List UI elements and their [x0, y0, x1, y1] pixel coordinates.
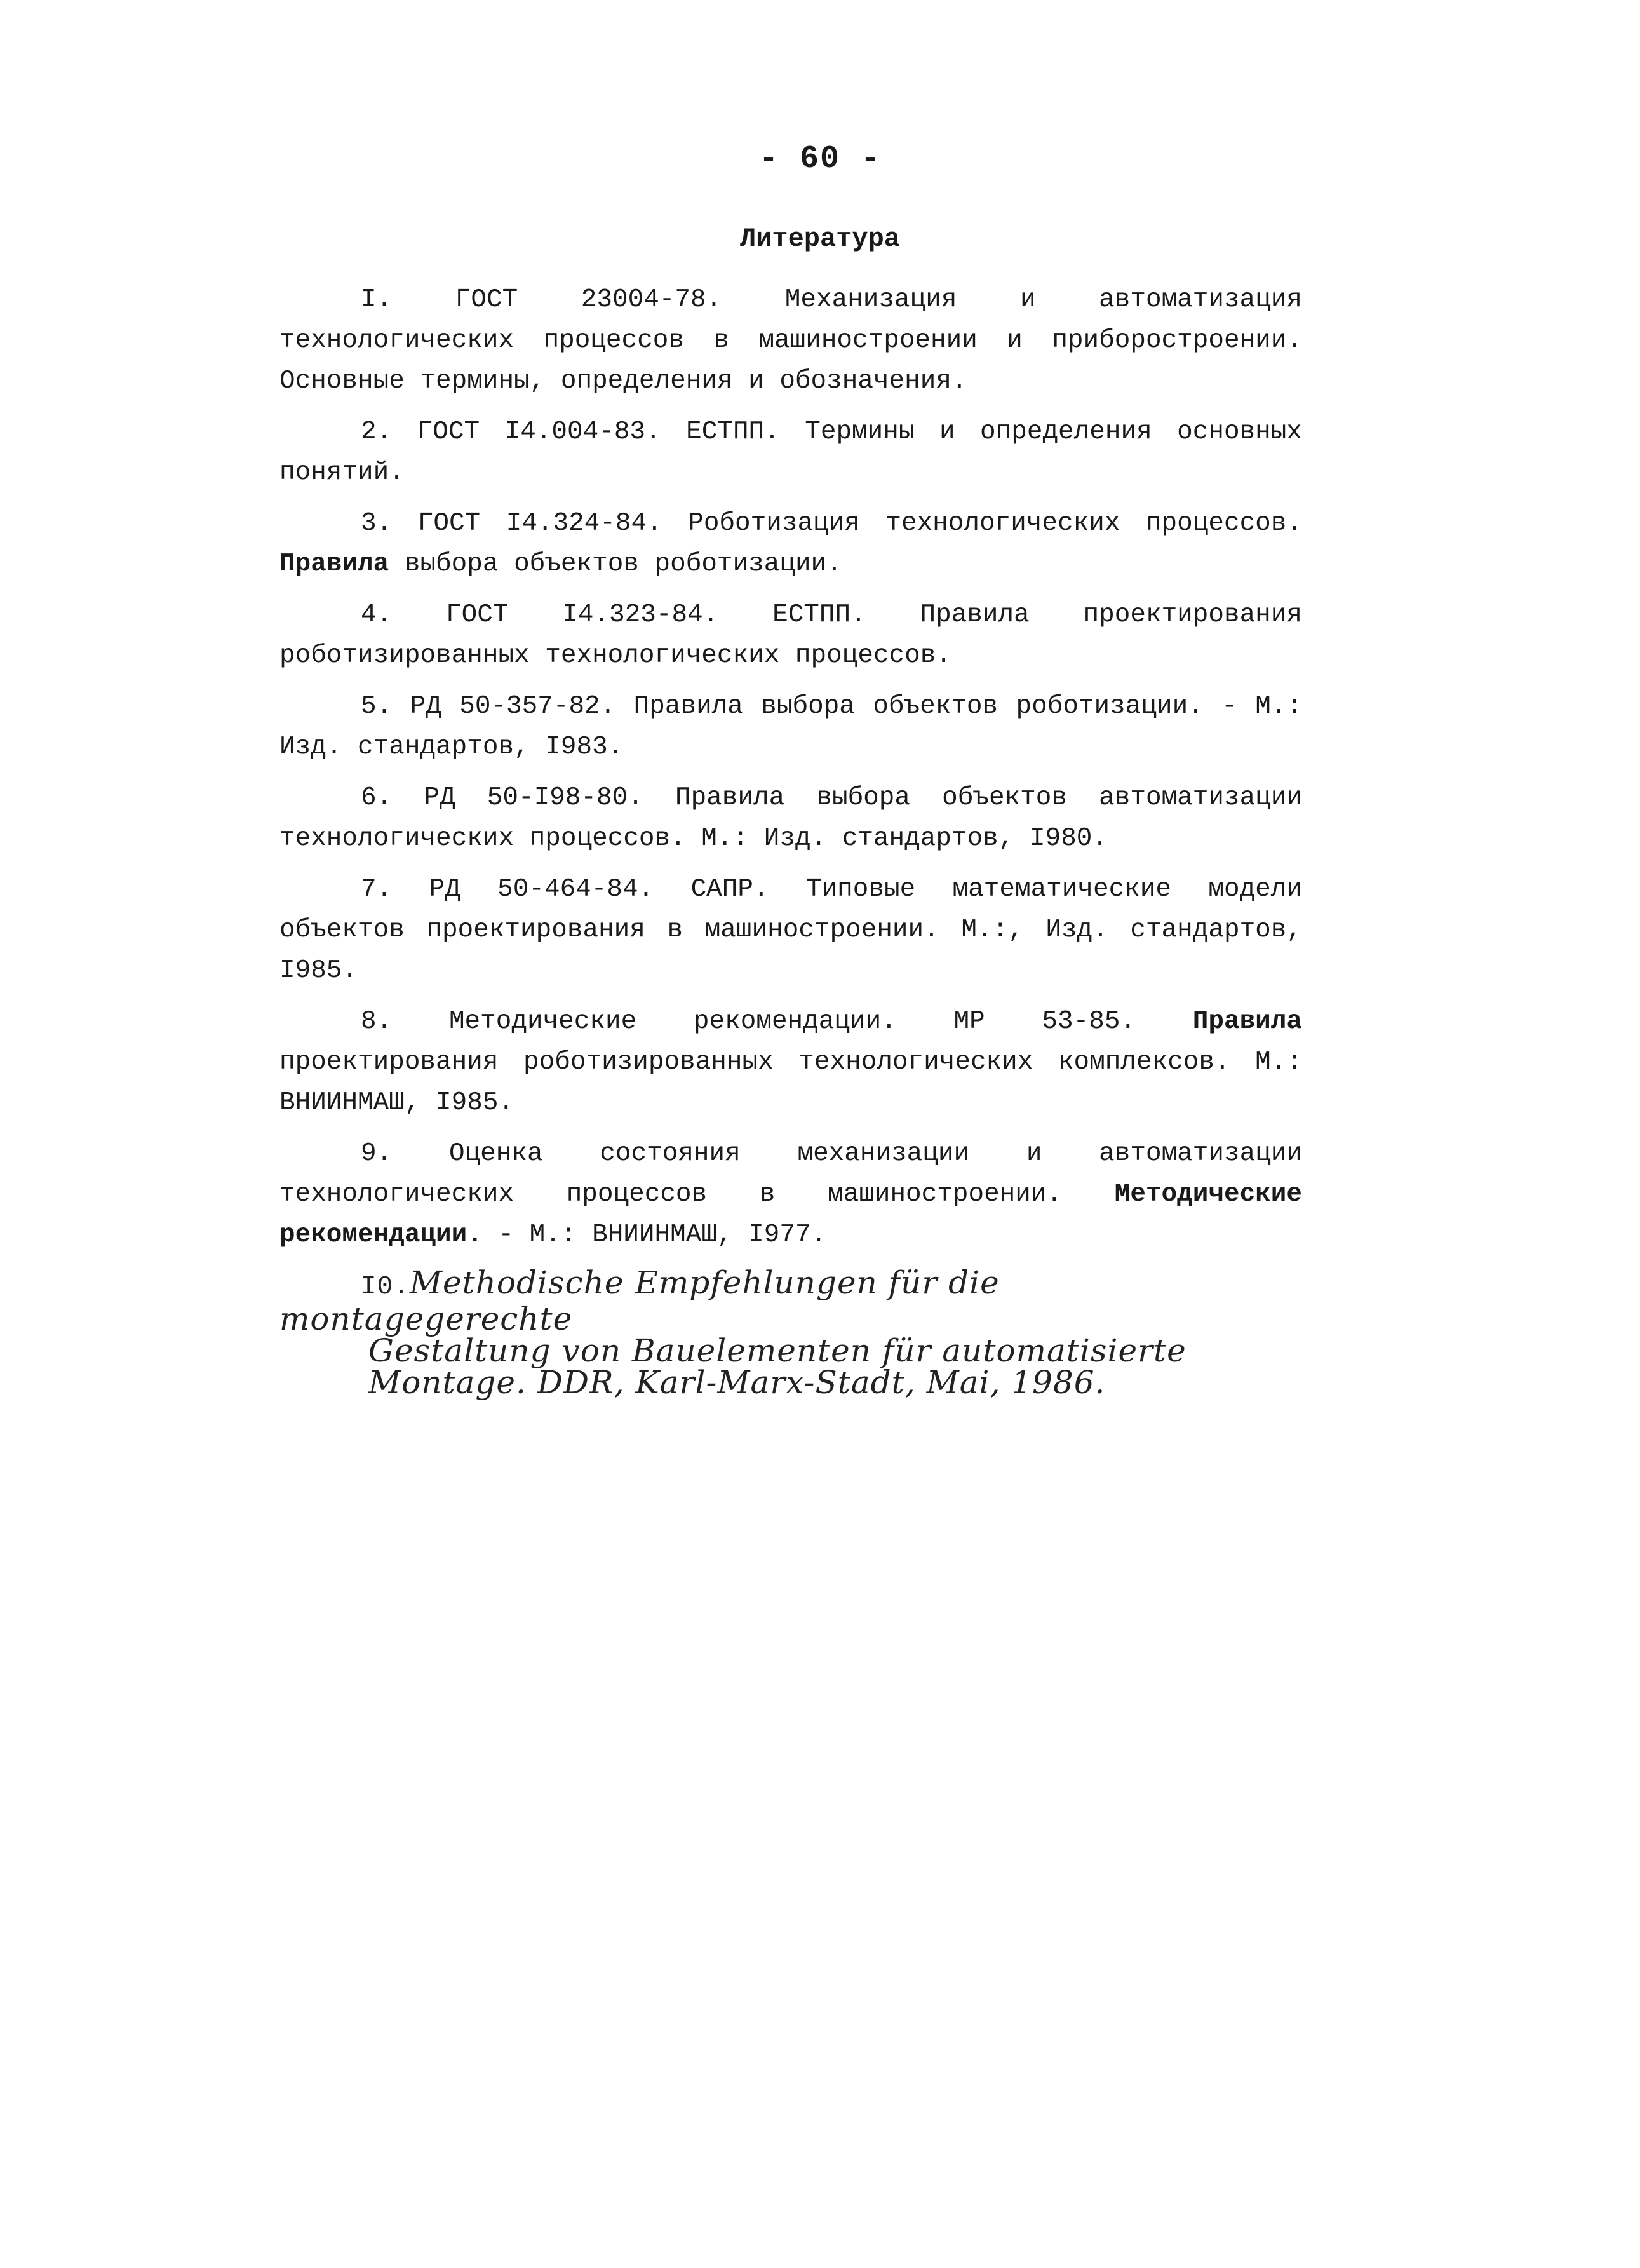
- reference-item: [279, 503, 1302, 584]
- reference-emphasis: Правила: [1192, 1007, 1302, 1036]
- reference-text: выбора объектов роботизации.: [389, 550, 842, 579]
- reference-item: [279, 595, 1302, 676]
- reference-item: [279, 1133, 1302, 1255]
- reference-text: - М.: ВНИИНМАШ, I977.: [482, 1220, 827, 1250]
- reference-text: ГОСТ I4.324-84. Роботизация технологических процессов.: [417, 509, 1302, 538]
- reference-item: [279, 280, 1302, 402]
- section-heading: Литература: [739, 224, 901, 254]
- page-number: - 60 -: [758, 141, 882, 177]
- reference-number: 3.: [361, 509, 393, 538]
- handwritten-reference-number: I0.: [361, 1272, 410, 1302]
- reference-item: [279, 778, 1302, 859]
- reference-number: 7.: [361, 875, 393, 904]
- reference-text: ГОСТ I4.004-83. ЕСТПП. Термины и определения основных понятий.: [279, 417, 1302, 487]
- handwritten-reference: [279, 1264, 1302, 1401]
- reference-number: 4.: [361, 600, 393, 630]
- reference-item: [279, 1001, 1302, 1123]
- reference-emphasis: Методические рекомендации.: [279, 1180, 1302, 1250]
- reference-number: 6.: [361, 783, 393, 813]
- reference-text: ГОСТ I4.323-84. ЕСТПП. Правила проектирования роботизированных технологических процессов.: [279, 600, 1302, 670]
- reference-item: [279, 412, 1302, 493]
- reference-text: РД 50-464-84. САПР. Типовые математические модели объектов проектирования в машиностроении. М.:, Изд. стандартов, I985.: [279, 875, 1302, 985]
- reference-item: [279, 869, 1302, 991]
- reference-text: ГОСТ 23004-78. Механизация и автоматизация технологических процессов в машиностроении и приборостроении. Основные термины, определения и обозначения.: [279, 285, 1303, 396]
- reference-number: 8.: [361, 1007, 393, 1036]
- reference-emphasis: Правила: [279, 550, 389, 579]
- handwritten-reference-line-1: Methodische Empfehlungen für die montagegerechte: [279, 1264, 1000, 1337]
- reference-item: [279, 686, 1302, 767]
- reference-text: Оценка состояния механизации и автоматизации технологических процессов в машиностроении.: [279, 1139, 1303, 1209]
- reference-number: 5.: [361, 692, 393, 721]
- handwritten-reference-line-2: Gestaltung von Bauelementen für automatisierte: [368, 1332, 1186, 1369]
- reference-number: 9.: [361, 1139, 393, 1168]
- reference-list: [279, 280, 1302, 1408]
- reference-text: РД 50-I98-80. Правила выбора объектов автоматизации технологических процессов. М.: Изд. стандартов, I980.: [279, 783, 1302, 853]
- reference-text: Методические рекомендации. МР 53-85.: [448, 1007, 1193, 1036]
- handwritten-reference-line-3: Montage. DDR, Karl-Marx-Stadt, Mai, 1986.: [368, 1364, 1106, 1401]
- reference-number: 2.: [361, 417, 393, 447]
- reference-text: РД 50-357-82. Правила выбора объектов роботизации. - М.: Изд. стандартов, I983.: [279, 692, 1302, 762]
- reference-number: I.: [361, 285, 393, 314]
- reference-text: проектирования роботизированных технологических комплексов. М.: ВНИИНМАШ, I985.: [279, 1048, 1302, 1117]
